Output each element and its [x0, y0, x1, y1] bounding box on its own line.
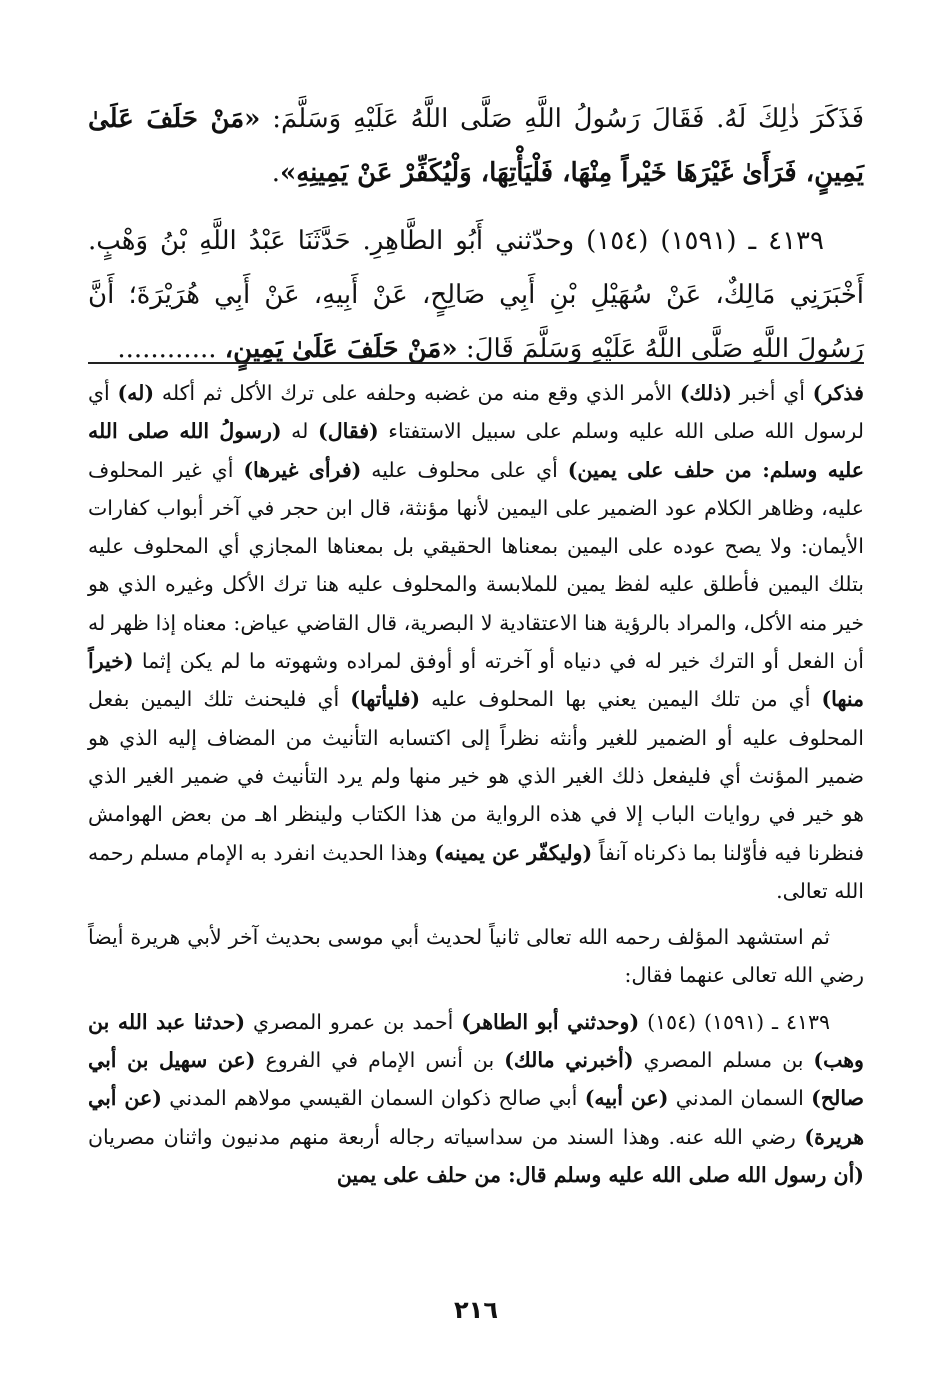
commentary-gloss: أي أخبر — [731, 381, 813, 405]
hadith-p2-isnad: ٤١٣٩ ـ (١٥٩١) (١٥٤) وحدّثني أَبُو الطَّاهِرِ. حَدَّثَنَا عَبْدُ اللَّهِ بْنُ وَهْبٍ. أَخْبَرَنِي مَالِكٌ، عَنْ سُهَيْلِ بْنِ أَبِي صَالِحٍ، عَنْ أَبِيهِ، عَنْ أَبِي هُرَيْرَةَ؛ أَنَّ رَسُولَ اللَّهِ صَلَّى اللَّهُ عَلَيْهِ وَسَلَّمَ قَالَ: — [88, 226, 864, 364]
commentary-gloss: له — [281, 419, 318, 444]
hadith-p2-prophetic-saying: «مَنْ حَلَفَ عَلَىٰ يَمِينٍ، — [224, 334, 458, 364]
commentary-term: (خيراً منها) — [88, 649, 864, 712]
commentary-term: (وليكفّر عن يمينه) — [434, 840, 593, 865]
commentary-gloss: وهذا الحديث انفرد به الإمام مسلم رحمه الله تعالى. — [88, 840, 864, 903]
commentary-gloss: أحمد بن عمرو المصري — [245, 1009, 462, 1034]
commentary-term: (فليأتها) — [350, 687, 421, 712]
commentary-term: (أخبرني مالك) — [504, 1048, 634, 1073]
hadith-p1-narration: فَذَكَرَ ذٰلِكَ لَهُ. فَقَالَ رَسُولُ اللَّهِ صَلَّى اللَّهُ عَلَيْهِ وَسَلَّمَ: — [260, 104, 864, 134]
commentary-gloss: رضي الله عنه. وهذا السند من سداسياته رجاله أربعة منهم مدنيون واثنان مصريان — [88, 1124, 805, 1149]
commentary-gloss: بن أنس الإمام في الفروع — [255, 1048, 505, 1073]
commentary-term: (له) — [117, 381, 155, 405]
commentary-term: (رسولُ الله صلى الله عليه وسلم: من حلف على يمين) — [88, 419, 865, 482]
commentary-term: (عن أبيه) — [584, 1086, 669, 1111]
hadith-p1-end: . — [271, 158, 280, 188]
commentary-gloss: أي على محلوف عليه — [361, 457, 568, 482]
commentary-text — [88, 374, 864, 1194]
commentary-gloss: السمان المدني — [668, 1086, 812, 1111]
hadith-p2-ellipsis: ............ — [117, 334, 225, 364]
commentary-gloss: أبي صالح ذكوان السمان القيسي مولاهم المدني — [161, 1086, 585, 1111]
page-number: ٢١٦ — [454, 1296, 498, 1324]
commentary-term: (عن أبي هريرة) — [88, 1086, 864, 1149]
hadith-paragraph-2 — [88, 214, 864, 376]
section-divider — [88, 362, 864, 364]
hadith-text — [88, 92, 864, 390]
hadith-p1-prophetic-saying: «مَنْ حَلَفَ عَلَىٰ يَمِينٍ، فَرَأَىٰ غَيْرَهَا خَيْراً مِنْهَا، فَلْيَأْتِهَا، وَلْيُكَفِّرْ عَنْ يَمِينِهِ» — [88, 104, 864, 188]
commentary-term: فذكر) — [812, 381, 864, 405]
commentary-paragraph-1 — [88, 374, 864, 910]
commentary-gloss: أي من تلك اليمين يعني بها المحلوف عليه — [420, 687, 822, 712]
commentary-gloss: أي لرسول الله صلى الله عليه وسلم على سبيل الاستفتاء — [88, 381, 864, 444]
commentary-gloss: الأمر الذي وقع منه من غضبه وحلفه على ترك الأكل ثم أكله — [154, 381, 680, 405]
commentary-term: (فرأى غيرها) — [243, 457, 362, 482]
commentary-term: (أن رسول الله صلى الله عليه وسلم قال: من حلف على يمين — [336, 1162, 864, 1187]
commentary-term: (وحدثني أبو الطاهر) — [461, 1009, 640, 1034]
commentary-paragraph-3 — [88, 1003, 864, 1194]
commentary-gloss: أي فليحنث تلك اليمين بفعل المحلوف عليه أو الضمير للغير وأنثه نظراً إلى اكتسابه التأنيث من المضاف إليه الذي هو ضمير المؤنث أي فليفعل ذلك الغير الذي هو خير منها ولم يرد التأنيث في ضمير الغير الذي هو خير في روايات الباب إلا في هذه الرواية من هذا الكتاب ولينظر اهـ من بعض الهوامش فنظرنا فيه فأوّلنا بما ذكرناه آنفاً — [88, 687, 864, 865]
commentary-gloss: بن مسلم المصري — [633, 1048, 814, 1073]
commentary-gloss: أي غير المحلوف عليه، وظاهر الكلام عود الضمير على اليمين لأنها مؤنثة، قال ابن حجر في آخر أبواب كفارات الأيمان: ولا يصح عوده على اليمين بمعناها الحقيقي بل بمعناها المجازي أي المحلوف عليه بتلك اليمين فأطلق عليه لفظ يمين للملابسة والمحلوف عليه هنا ترك الأكل وغيره الذي هو خير منه الأكل، والمراد بالرؤية هنا الاعتقادية لا البصرية، قال القاضي عياض: معناه إذا ظهر له أن الفعل أو الترك خير له في دنياه أو آخرته أو أوفق لمراده وشهوته ما لم يكن إثما — [88, 457, 864, 674]
hadith-paragraph-1 — [88, 92, 864, 200]
commentary-term: (حدثنا عبد الله بن وهب) — [88, 1009, 864, 1073]
commentary-term: (فقال) — [318, 419, 379, 444]
commentary-term: (ذلك) — [679, 381, 732, 405]
commentary-number: ٤١٣٩ ـ (١٥٩١) (١٥٤) — [639, 1009, 830, 1034]
commentary-term: (عن سهيل بن أبي صالح) — [88, 1048, 865, 1111]
commentary-paragraph-2: ثم استشهد المؤلف رحمه الله تعالى ثانياً لحديث أبي موسى بحديث آخر لأبي هريرة أيضاً رضي الله تعالى عنهما فقال: — [88, 925, 864, 988]
